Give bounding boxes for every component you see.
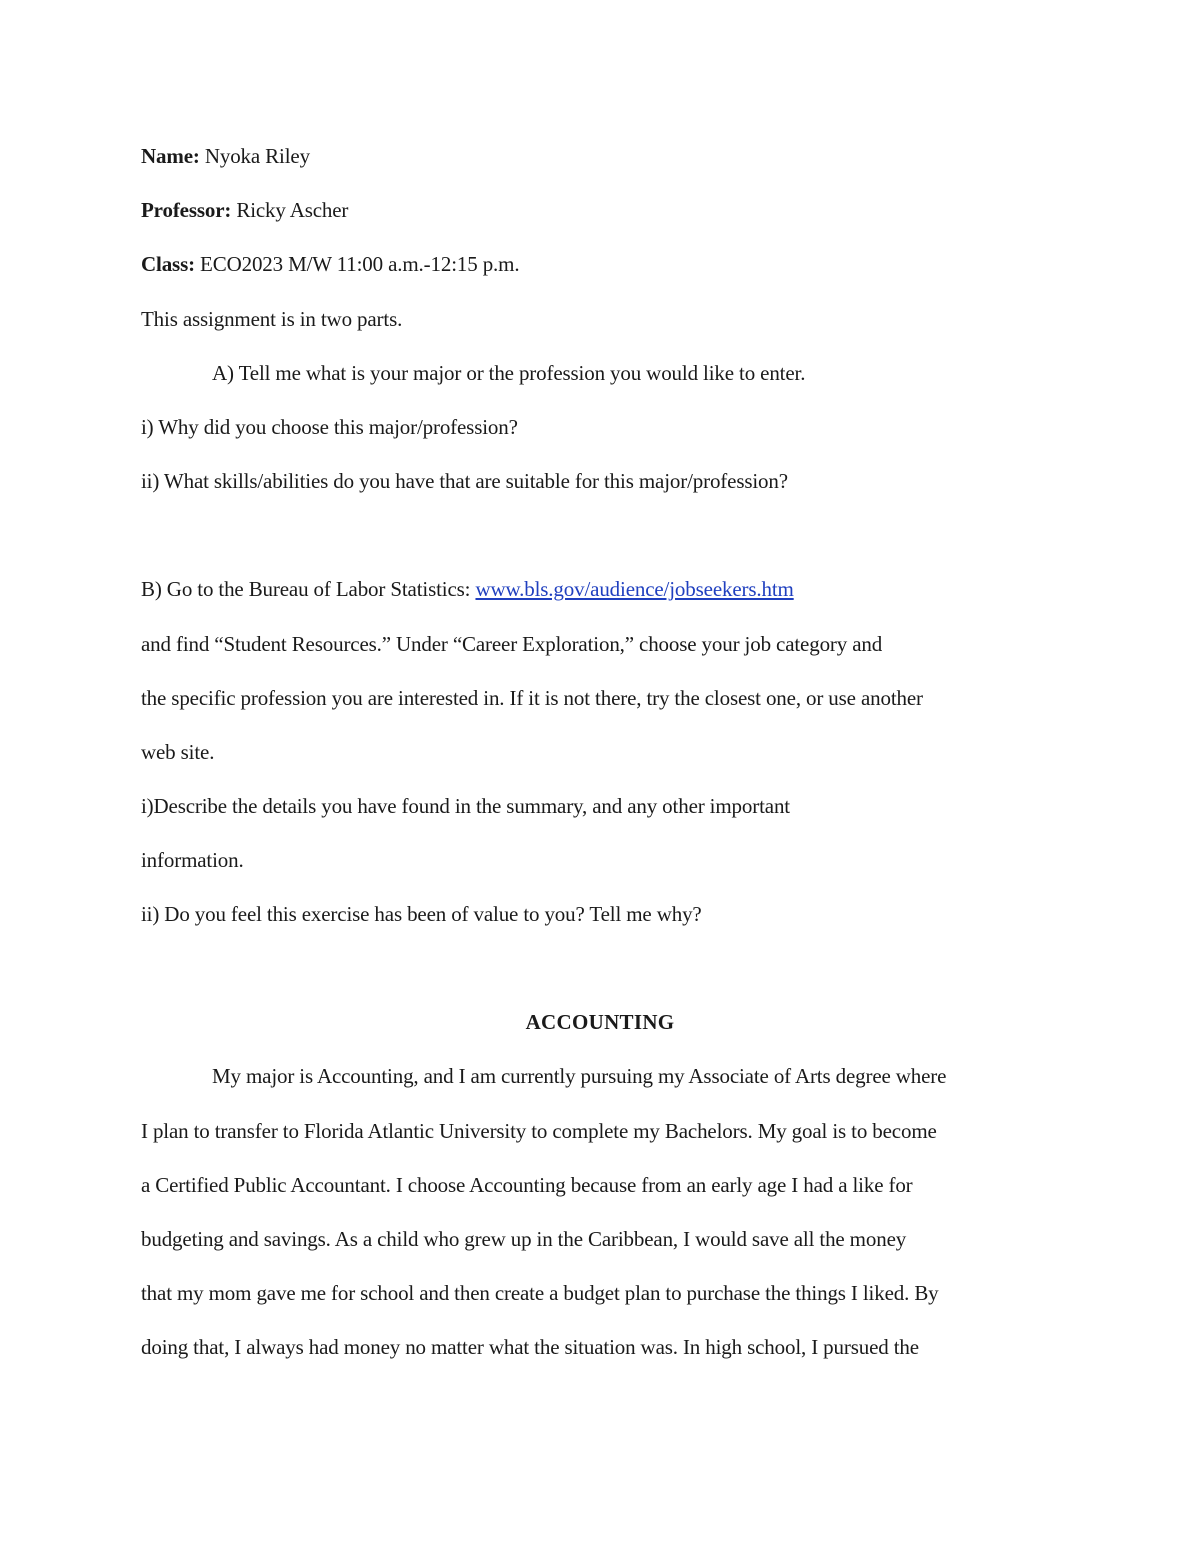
class-line	[141, 251, 519, 277]
class-label: Class:	[141, 252, 195, 276]
essay-line: that my mom gave me for school and then create a budget plan to purchase the things I liked. By	[141, 1281, 939, 1305]
part-b-prefix: B) Go to the Bureau of Labor Statistics:	[141, 577, 476, 601]
essay-line: doing that, I always had money no matter what the situation was. In high school, I pursued the	[141, 1335, 919, 1359]
essay-line: My major is Accounting, and I am currently pursuing my Associate of Arts degree where	[212, 1064, 947, 1088]
class-value: ECO2023 M/W 11:00 a.m.-12:15 p.m.	[194, 252, 520, 276]
part-b-question-i-cont: information.	[141, 848, 244, 872]
name-value: Nyoka Riley	[199, 144, 310, 168]
part-b-question-i: i)Describe the details you have found in the summary, and any other important	[141, 794, 790, 818]
part-a-question-ii: ii) What skills/abilities do you have that are suitable for this major/profession?	[141, 469, 788, 493]
part-b-question-ii: ii) Do you feel this exercise has been of value to you? Tell me why?	[141, 902, 702, 926]
professor-line	[141, 197, 348, 223]
essay-line: budgeting and savings. As a child who grew up in the Caribbean, I would save all the money	[141, 1227, 907, 1251]
name-label: Name:	[141, 144, 200, 168]
essay-line: I plan to transfer to Florida Atlantic University to complete my Bachelors. My goal is to become	[141, 1119, 937, 1143]
part-b-line-4: web site.	[141, 740, 215, 764]
essay-title: ACCOUNTING	[525, 1010, 675, 1034]
part-a-question-i: i) Why did you choose this major/profession?	[141, 415, 518, 439]
name-line	[141, 143, 310, 169]
part-a-prompt: A) Tell me what is your major or the profession you would like to enter.	[212, 361, 806, 385]
assignment-intro: This assignment is in two parts.	[141, 307, 403, 331]
essay-line: a Certified Public Accountant. I choose Accounting because from an early age I had a like for	[141, 1173, 913, 1197]
part-b-line-2: and find “Student Resources.” Under “Career Exploration,” choose your job category and	[141, 632, 883, 656]
professor-value: Ricky Ascher	[231, 198, 349, 222]
professor-label: Professor:	[141, 198, 232, 222]
part-b-prompt	[141, 576, 794, 602]
part-b-line-3: the specific profession you are interested in. If it is not there, try the closest one, or use another	[141, 686, 923, 710]
bls-link[interactable]: www.bls.gov/audience/jobseekers.htm	[475, 577, 794, 601]
